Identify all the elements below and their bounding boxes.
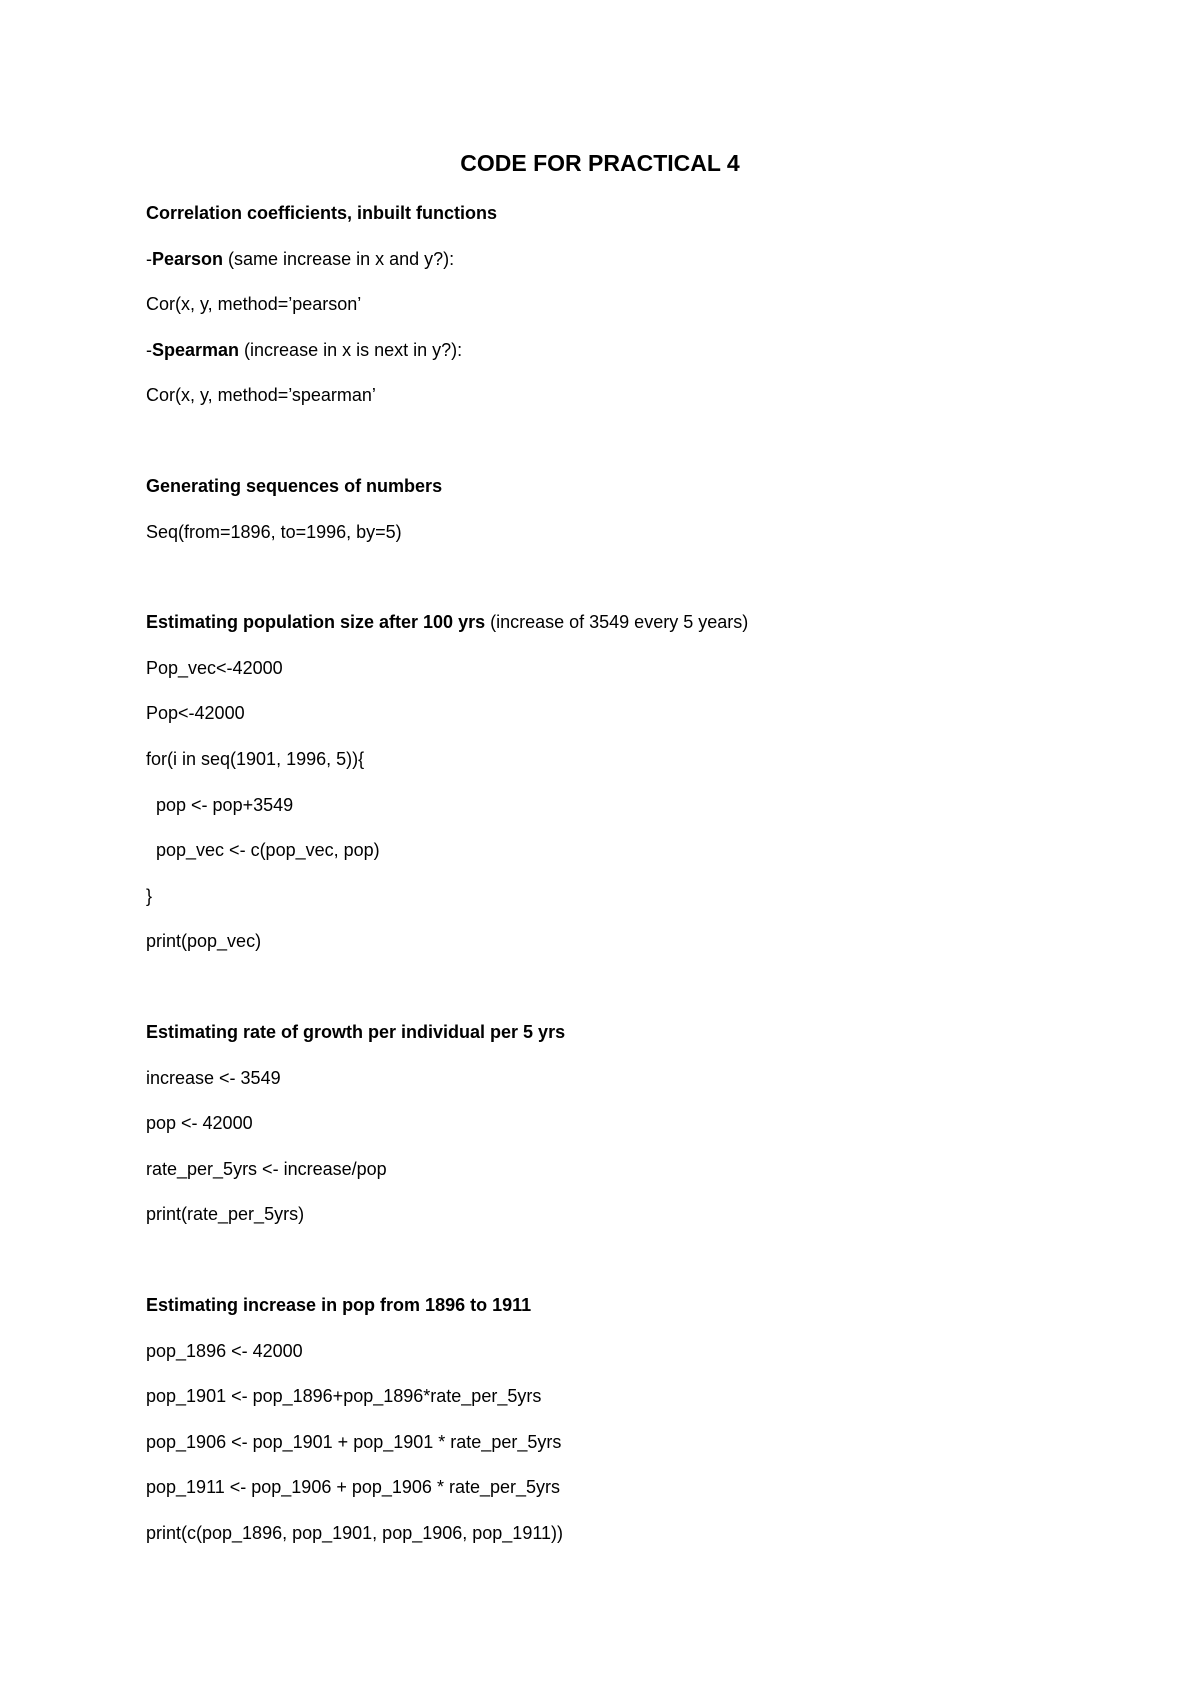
code-line: Pop_vec<-42000 [146, 658, 283, 678]
increase-heading-text: Estimating increase in pop from 1896 to 1911 [146, 1295, 532, 1315]
sequences-heading-text: Generating sequences of numbers [146, 476, 443, 496]
pearson-note: (same increase in x and y?): [223, 249, 455, 269]
pearson-label: Pearson [152, 249, 224, 269]
population-heading [146, 610, 748, 634]
spearman-label: Spearman [152, 340, 240, 360]
pearson-code: Cor(x, y, method=’pearson’ [146, 294, 362, 314]
correlation-heading-text: Correlation coefficients, inbuilt functions [146, 203, 498, 223]
pearson-line [146, 247, 454, 271]
correlation-heading [146, 201, 497, 225]
code-line: print(pop_vec) [146, 931, 262, 951]
page-title: CODE FOR PRACTICAL 4 [460, 150, 740, 176]
code-line: print(c(pop_1896, pop_1901, pop_1906, pop_1911)) [146, 1523, 564, 1543]
code-line: pop_1901 <- pop_1896+pop_1896*rate_per_5yrs [146, 1386, 542, 1406]
spearman-note: (increase in x is next in y?): [239, 340, 463, 360]
pearson-prefix: - [146, 249, 152, 269]
spearman-prefix: - [146, 340, 152, 360]
code-line: pop <- 42000 [146, 1113, 253, 1133]
spearman-code: Cor(x, y, method=’spearman’ [146, 385, 376, 405]
code-line: pop_1906 <- pop_1901 + pop_1901 * rate_per_5yrs [146, 1432, 562, 1452]
code-line: pop_1896 <- 42000 [146, 1341, 303, 1361]
sequences-code: Seq(from=1896, to=1996, by=5) [146, 522, 402, 542]
spearman-line [146, 338, 462, 362]
growth-rate-heading [146, 1020, 565, 1044]
code-line: pop <- pop+3549 [146, 795, 294, 815]
code-line: } [146, 886, 153, 906]
code-line: pop_vec <- c(pop_vec, pop) [146, 840, 380, 860]
code-line: pop_1911 <- pop_1906 + pop_1906 * rate_per_5yrs [146, 1477, 561, 1497]
code-line: print(rate_per_5yrs) [146, 1204, 305, 1224]
sequences-heading [146, 474, 442, 498]
increase-heading [146, 1293, 531, 1317]
population-heading-note: (increase of 3549 every 5 years) [485, 612, 749, 632]
population-heading-bold: Estimating population size after 100 yrs [146, 612, 486, 632]
code-line: for(i in seq(1901, 1996, 5)){ [146, 749, 365, 769]
code-line: increase <- 3549 [146, 1068, 281, 1088]
growth-rate-heading-text: Estimating rate of growth per individual per 5 yrs [146, 1022, 566, 1042]
code-line: Pop<-42000 [146, 703, 245, 723]
code-line: rate_per_5yrs <- increase/pop [146, 1159, 387, 1179]
